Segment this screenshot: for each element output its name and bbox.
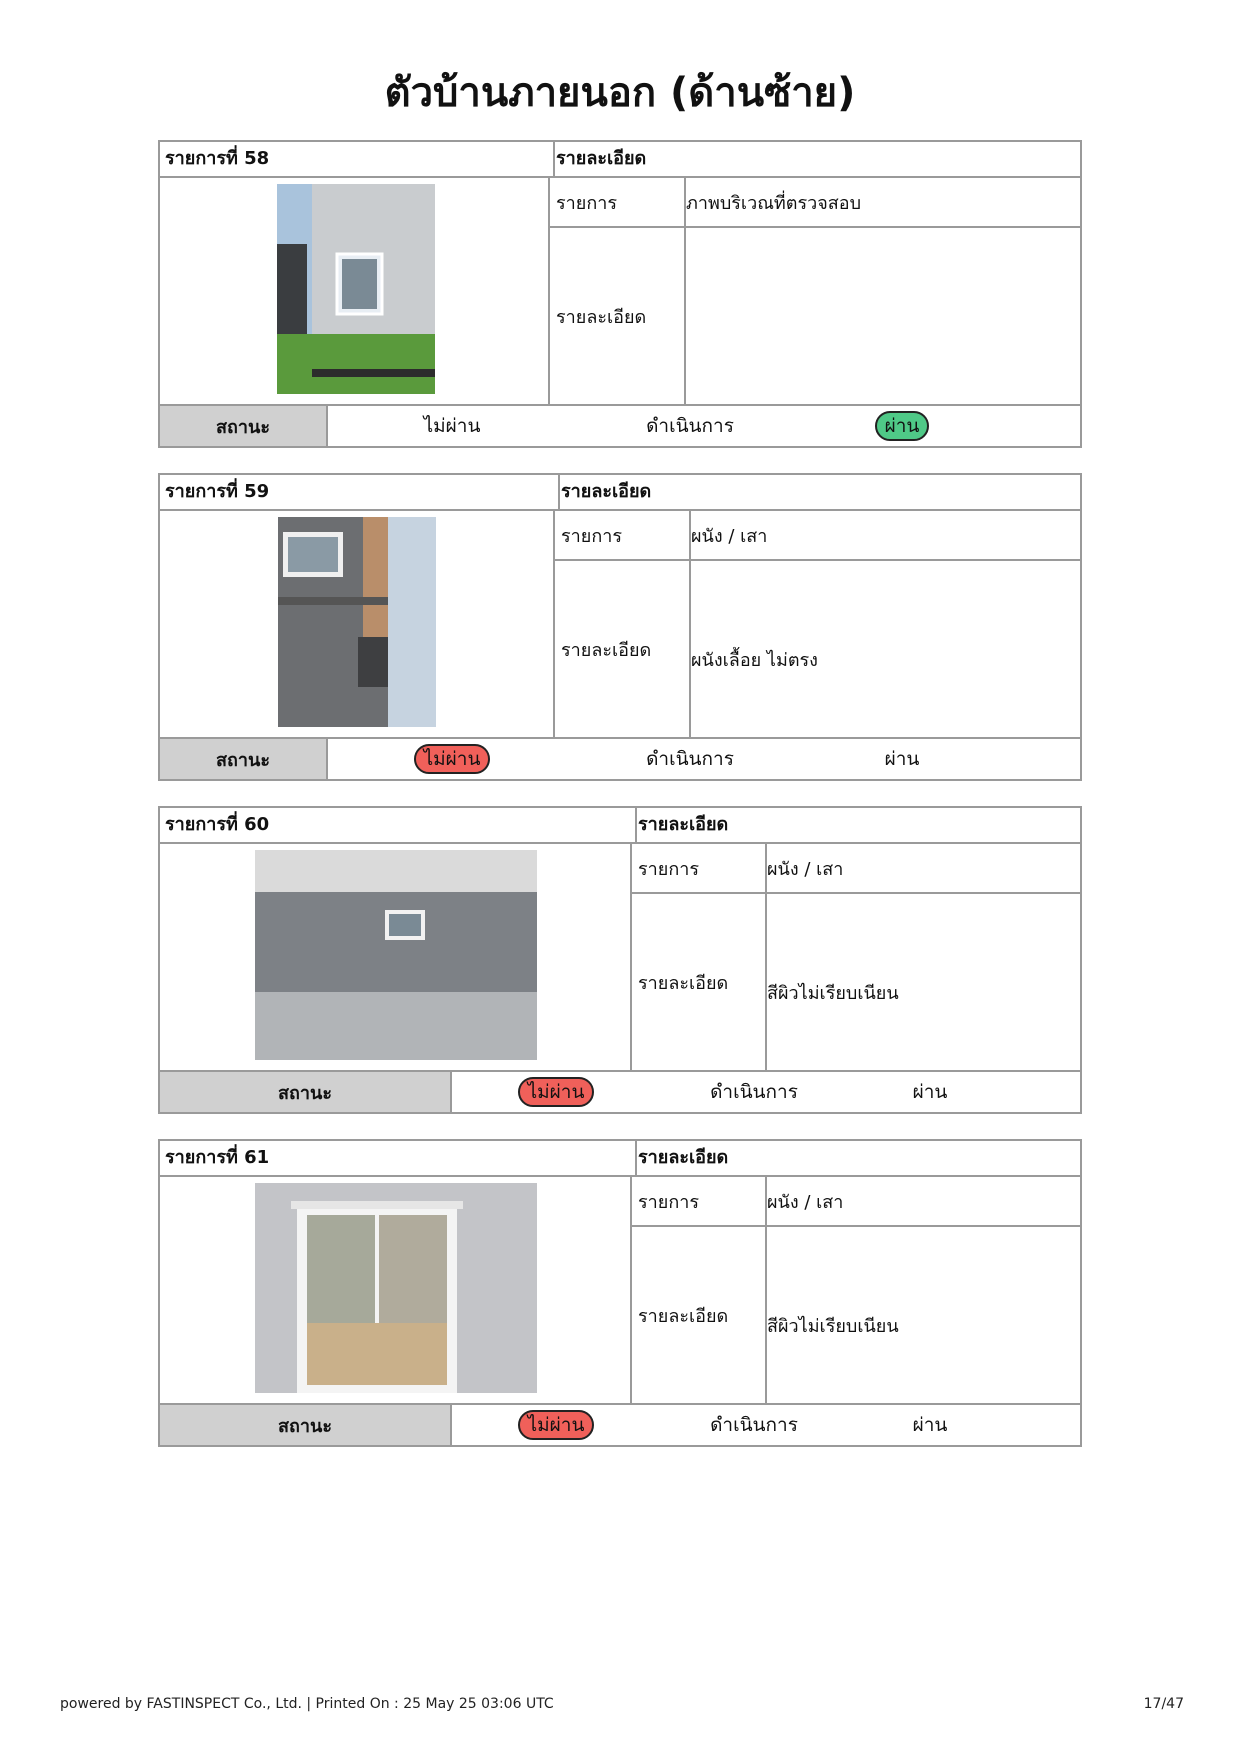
selected-status-badge: ไม่ผ่าน bbox=[518, 1077, 595, 1107]
detail-description-row bbox=[632, 894, 1080, 1070]
status-option-fail[interactable] bbox=[476, 1405, 636, 1445]
item-body-row bbox=[160, 1177, 1080, 1405]
detail-header: รายละเอียด bbox=[638, 814, 729, 835]
status-option-in-progress[interactable]: ดำเนินการ bbox=[710, 1081, 798, 1103]
detail-description-row bbox=[632, 1227, 1080, 1403]
photo-cell bbox=[160, 178, 550, 404]
page-title: ตัวบ้านภายนอก (ด้านซ้าย) bbox=[384, 70, 856, 116]
inspection-photo[interactable] bbox=[255, 850, 537, 1060]
item-value: ผนัง / เสา bbox=[691, 525, 768, 547]
status-option-in-progress[interactable]: ดำเนินการ bbox=[710, 1414, 798, 1436]
status-row bbox=[160, 1405, 1080, 1445]
selected-status-badge: ไม่ผ่าน bbox=[518, 1410, 595, 1440]
detail-cell bbox=[555, 511, 1080, 737]
status-option-fail[interactable] bbox=[476, 1072, 636, 1112]
item-label: รายการ bbox=[550, 178, 686, 226]
detail-cell bbox=[632, 1177, 1080, 1403]
status-option-in-progress[interactable]: ดำเนินการ bbox=[646, 748, 734, 770]
status-option-pass[interactable]: ผ่าน bbox=[912, 1081, 948, 1103]
detail-header: รายละเอียด bbox=[561, 481, 652, 502]
status-row bbox=[160, 1072, 1080, 1112]
inspection-photo[interactable] bbox=[255, 1183, 537, 1393]
detail-label: รายละเอียด bbox=[555, 561, 691, 737]
item-value: ผนัง / เสา bbox=[767, 858, 844, 880]
inspection-item-58 bbox=[158, 140, 1082, 448]
detail-cell bbox=[550, 178, 1080, 404]
page-number: 17/47 bbox=[1143, 1696, 1184, 1712]
status-row bbox=[160, 406, 1080, 446]
status-label: สถานะ bbox=[160, 739, 328, 779]
item-number: รายการที่ 60 bbox=[160, 808, 637, 842]
detail-cell bbox=[632, 844, 1080, 1070]
status-label: สถานะ bbox=[160, 406, 328, 446]
inspection-photo[interactable] bbox=[278, 517, 436, 727]
inspection-item-61 bbox=[158, 1139, 1082, 1447]
item-label: รายการ bbox=[632, 844, 767, 892]
status-option-pass[interactable] bbox=[822, 406, 982, 446]
status-row bbox=[160, 739, 1080, 779]
status-option-pass[interactable]: ผ่าน bbox=[912, 1414, 948, 1436]
detail-item-row bbox=[632, 1177, 1080, 1227]
status-option-fail[interactable]: ไม่ผ่าน bbox=[423, 415, 481, 437]
detail-item-row bbox=[632, 844, 1080, 894]
detail-item-row bbox=[555, 511, 1080, 561]
status-option-fail[interactable] bbox=[372, 739, 532, 779]
status-label: สถานะ bbox=[160, 1072, 452, 1112]
item-header-row bbox=[160, 1141, 1080, 1177]
detail-value: ผนังเลื้อย ไม่ตรง bbox=[691, 649, 818, 671]
photo-cell bbox=[160, 1177, 632, 1403]
detail-label: รายละเอียด bbox=[632, 894, 767, 1070]
status-label: สถานะ bbox=[160, 1405, 452, 1445]
item-body-row bbox=[160, 178, 1080, 406]
item-value: ภาพบริเวณที่ตรวจสอบ bbox=[686, 192, 861, 214]
item-body-row bbox=[160, 844, 1080, 1072]
detail-item-row bbox=[550, 178, 1080, 228]
item-header-row bbox=[160, 475, 1080, 511]
detail-value: สีผิวไม่เรียบเนียน bbox=[767, 982, 899, 1004]
item-number: รายการที่ 58 bbox=[160, 142, 555, 176]
inspection-item-60 bbox=[158, 806, 1082, 1114]
item-value: ผนัง / เสา bbox=[767, 1191, 844, 1213]
selected-status-badge: ผ่าน bbox=[875, 411, 930, 441]
item-label: รายการ bbox=[555, 511, 691, 559]
photo-cell bbox=[160, 511, 555, 737]
detail-description-row bbox=[555, 561, 1080, 737]
item-header-row bbox=[160, 142, 1080, 178]
item-body-row bbox=[160, 511, 1080, 739]
detail-header: รายละเอียด bbox=[556, 148, 647, 169]
status-option-pass[interactable]: ผ่าน bbox=[884, 748, 920, 770]
item-number: รายการที่ 61 bbox=[160, 1141, 637, 1175]
detail-header: รายละเอียด bbox=[638, 1147, 729, 1168]
item-header-row bbox=[160, 808, 1080, 844]
status-option-in-progress[interactable]: ดำเนินการ bbox=[646, 415, 734, 437]
selected-status-badge: ไม่ผ่าน bbox=[414, 744, 491, 774]
inspection-photo[interactable] bbox=[277, 184, 435, 394]
detail-label: รายละเอียด bbox=[632, 1227, 767, 1403]
item-label: รายการ bbox=[632, 1177, 767, 1225]
detail-description-row bbox=[550, 228, 1080, 404]
footer-credit: powered by FASTINSPECT Co., Ltd. | Printed On : 25 May 25 03:06 UTC bbox=[60, 1696, 554, 1712]
photo-cell bbox=[160, 844, 632, 1070]
detail-value: สีผิวไม่เรียบเนียน bbox=[767, 1315, 899, 1337]
detail-value bbox=[680, 228, 1080, 404]
detail-label: รายละเอียด bbox=[550, 228, 686, 404]
inspection-item-59 bbox=[158, 473, 1082, 781]
item-number: รายการที่ 59 bbox=[160, 475, 560, 509]
